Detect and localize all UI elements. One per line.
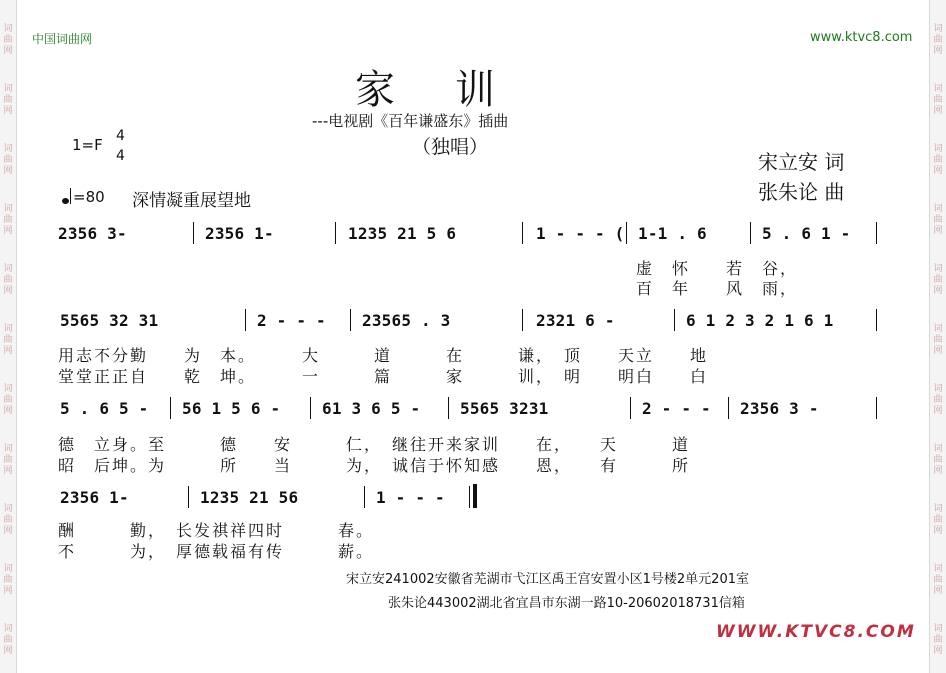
barline <box>245 309 246 331</box>
lyric-row2-verse1: 用志不分勤 为 本。 大 道 在 谦， 顶 天立 地 <box>58 346 709 365</box>
barline <box>522 309 523 331</box>
lyricist-credit: 宋立安 词 <box>758 150 845 174</box>
edge-watermark: 词 曲 网 <box>3 324 13 356</box>
lyric-row4-verse2: 不 为， 厚德载福有传 薪。 <box>58 542 375 561</box>
edge-watermark: 词 曲 网 <box>3 444 13 476</box>
performance-type: （独唱） <box>412 136 489 158</box>
final-barline-thin <box>469 486 470 508</box>
edge-watermark: 词 曲 网 <box>933 504 943 536</box>
edge-watermark: 词 曲 网 <box>933 384 943 416</box>
lyric-row3-verse1: 德 立身。至 德 安 仁， 继往开来家训 在， 天 道 <box>58 435 691 454</box>
barline <box>728 397 729 419</box>
barline <box>310 397 311 419</box>
edge-watermark: 词 曲 网 <box>933 84 943 116</box>
tempo-marking <box>62 188 105 206</box>
song-title: 家训 <box>355 67 555 113</box>
measure-r3-3: 61 3 6 5 - <box>322 399 421 418</box>
barline <box>876 397 877 419</box>
lyric-row1-verse1: 虚 怀 若 谷， <box>636 259 799 278</box>
measure-r3-2: 56 1 5 6 - <box>182 399 281 418</box>
barline <box>170 397 171 419</box>
edge-watermark: 词 曲 网 <box>3 24 13 56</box>
time-signature-bottom: 4 <box>116 148 125 164</box>
lyric-row4-verse1: 酬 勤， 长发祺祥四时 春。 <box>58 521 375 540</box>
lyric-row1-verse2: 百 年 风 雨， <box>636 279 799 298</box>
expression-marking: 深情凝重展望地 <box>132 191 251 211</box>
barline <box>193 222 194 244</box>
edge-watermark: 词 曲 网 <box>933 264 943 296</box>
measure-r2-2: 2 - - - <box>257 311 326 330</box>
barline <box>630 397 631 419</box>
edge-watermark: 词 曲 网 <box>933 624 943 656</box>
measure-r3-1: 5 . 6 5 - <box>60 399 149 418</box>
edge-watermark: 词 曲 网 <box>3 264 13 296</box>
edge-watermark: 词 曲 网 <box>3 204 13 236</box>
barline <box>876 309 877 331</box>
measure-r3-5: 2 - - - <box>642 399 711 418</box>
address-composer: 张朱论443002湖北省宜昌市东湖一路10-20602018731信箱 <box>388 596 745 611</box>
barline <box>350 309 351 331</box>
edge-watermark: 词 曲 网 <box>933 324 943 356</box>
time-signature-top: 4 <box>116 128 125 144</box>
barline <box>750 222 751 244</box>
measure-r2-5: 6 1 2 3 2 1 6 1 <box>686 311 834 330</box>
site-url-right[interactable]: www.ktvc8.com <box>810 30 913 45</box>
edge-watermark: 词 曲 网 <box>3 144 13 176</box>
edge-watermark: 词 曲 网 <box>933 444 943 476</box>
song-subtitle: ---电视剧《百年谦盛东》插曲 <box>312 112 509 130</box>
measure-r2-3: 23565 . 3 <box>362 311 451 330</box>
edge-watermark: 词 曲 网 <box>3 384 13 416</box>
edge-watermark: 词 曲 网 <box>3 504 13 536</box>
barline <box>448 397 449 419</box>
measure-r2-4: 2321 6 - <box>536 311 615 330</box>
edge-watermark: 词 曲 网 <box>933 564 943 596</box>
key-signature: 1=F <box>72 136 103 154</box>
barline <box>876 222 877 244</box>
barline <box>674 309 675 331</box>
measure-r1-3: 1235 21 5 6 <box>348 224 457 243</box>
tempo-value: =80 <box>73 188 105 206</box>
edge-watermark: 词 曲 网 <box>933 204 943 236</box>
barline <box>364 486 365 508</box>
edge-watermark: 词 曲 网 <box>933 24 943 56</box>
quarter-note-icon <box>62 198 69 204</box>
barline <box>522 222 523 244</box>
measure-r2-1: 5565 32 31 <box>60 311 159 330</box>
measure-r3-4: 5565 3231 <box>460 399 549 418</box>
quarter-note-stem <box>70 188 71 204</box>
time-signature <box>116 126 125 166</box>
edge-watermark: 词 曲 网 <box>3 624 13 656</box>
site-logo[interactable]: WWW.KTVC8.COM <box>716 622 916 642</box>
measure-r1-2: 2356 1- <box>205 224 274 243</box>
edge-watermark: 词 曲 网 <box>3 564 13 596</box>
lyric-row3-verse2: 昭 后坤。为 所 当 为， 诚信于怀知感 恩， 有 所 <box>58 456 691 475</box>
barline <box>335 222 336 244</box>
site-name-left: 中国词曲网 <box>32 32 93 46</box>
final-barline-thick <box>473 484 477 508</box>
measure-r4-3: 1 - - - <box>376 488 445 507</box>
edge-watermark: 词 曲 网 <box>933 144 943 176</box>
edge-watermark: 词 曲 网 <box>3 84 13 116</box>
measure-r1-5: 1-1 . 6 <box>638 224 707 243</box>
composer-credit: 张朱论 曲 <box>758 180 845 204</box>
measure-r3-6: 2356 3 - <box>740 399 819 418</box>
address-lyricist: 宋立安241002安徽省芜湖市弋江区禹王宫安置小区1号楼2单元201室 <box>346 572 749 587</box>
barline <box>626 222 627 244</box>
measure-r4-2: 1235 21 56 <box>200 488 299 507</box>
measure-r1-4: 1 - - - ( <box>536 224 625 243</box>
measure-r1-6: 5 . 6 1 - <box>762 224 851 243</box>
measure-r1-1: 2356 3- <box>58 224 127 243</box>
barline <box>188 486 189 508</box>
measure-r4-1: 2356 1- <box>60 488 129 507</box>
lyric-row2-verse2: 堂堂正正自 乾 坤。 一 篇 家 训， 明 明白 白 <box>58 367 709 386</box>
